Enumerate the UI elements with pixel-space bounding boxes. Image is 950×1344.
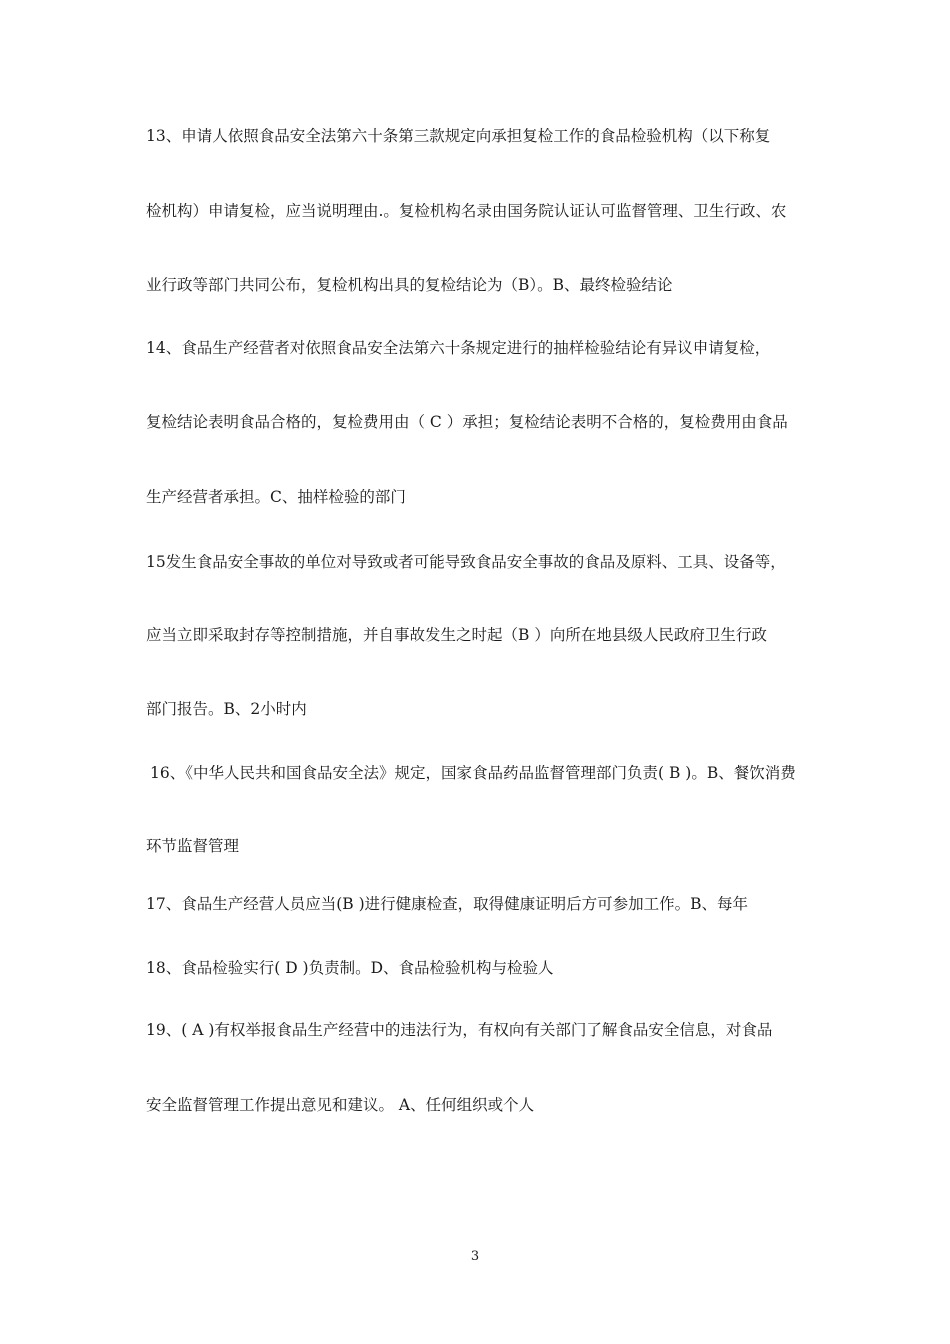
text-line-q15-1: 15发生食品安全事故的单位对导致或者可能导致食品安全事故的食品及原料、工具、设备等， — [146, 553, 786, 571]
text-line-q13-1: 13、申请人依照食品安全法第六十条第三款规定向承担复检工作的食品检验机构（以下称复 — [146, 127, 771, 145]
text-line-q15-2: 应当立即采取封存等控制措施，并自事故发生之时起（B ）向所在地县级人民政府卫生行政 — [146, 626, 767, 644]
text-line-q15-3: 部门报告。B、2小时内 — [146, 700, 307, 718]
text-line-q14-2: 复检结论表明食品合格的，复检费用由（ C ）承担；复检结论表明不合格的，复检费用由食品 — [146, 413, 788, 431]
text-line-q16-1: 16、《中华人民共和国食品安全法》规定，国家食品药品监督管理部门负责( B )。B、餐饮消费 — [150, 764, 796, 782]
text-line-q13-3: 业行政等部门共同公布，复检机构出具的复检结论为（B）。B、最终检验结论 — [146, 276, 673, 294]
text-line-q14-3: 生产经营者承担。C、抽样检验的部门 — [146, 488, 406, 506]
text-line-q19-1: 19、( A )有权举报食品生产经营中的违法行为，有权向有关部门了解食品安全信息，对食品 — [146, 1021, 773, 1039]
text-line-q13-2: 检机构）申请复检，应当说明理由.。复检机构名录由国务院认证认可监督管理、卫生行政、农 — [146, 202, 787, 220]
text-line-q14-1: 14、食品生产经营者对依照食品安全法第六十条规定进行的抽样检验结论有异议申请复检， — [146, 339, 771, 357]
text-line-q16-2: 环节监督管理 — [146, 837, 240, 855]
page-number: 3 — [470, 1249, 480, 1264]
text-line-q17: 17、食品生产经营人员应当(B )进行健康检查，取得健康证明后方可参加工作。B、每年 — [146, 895, 749, 913]
text-line-q19-2: 安全监督管理工作提出意见和建议。 A、任何组织或个人 — [146, 1096, 535, 1114]
text-line-q18: 18、食品检验实行( D )负责制。D、食品检验机构与检验人 — [146, 959, 554, 977]
